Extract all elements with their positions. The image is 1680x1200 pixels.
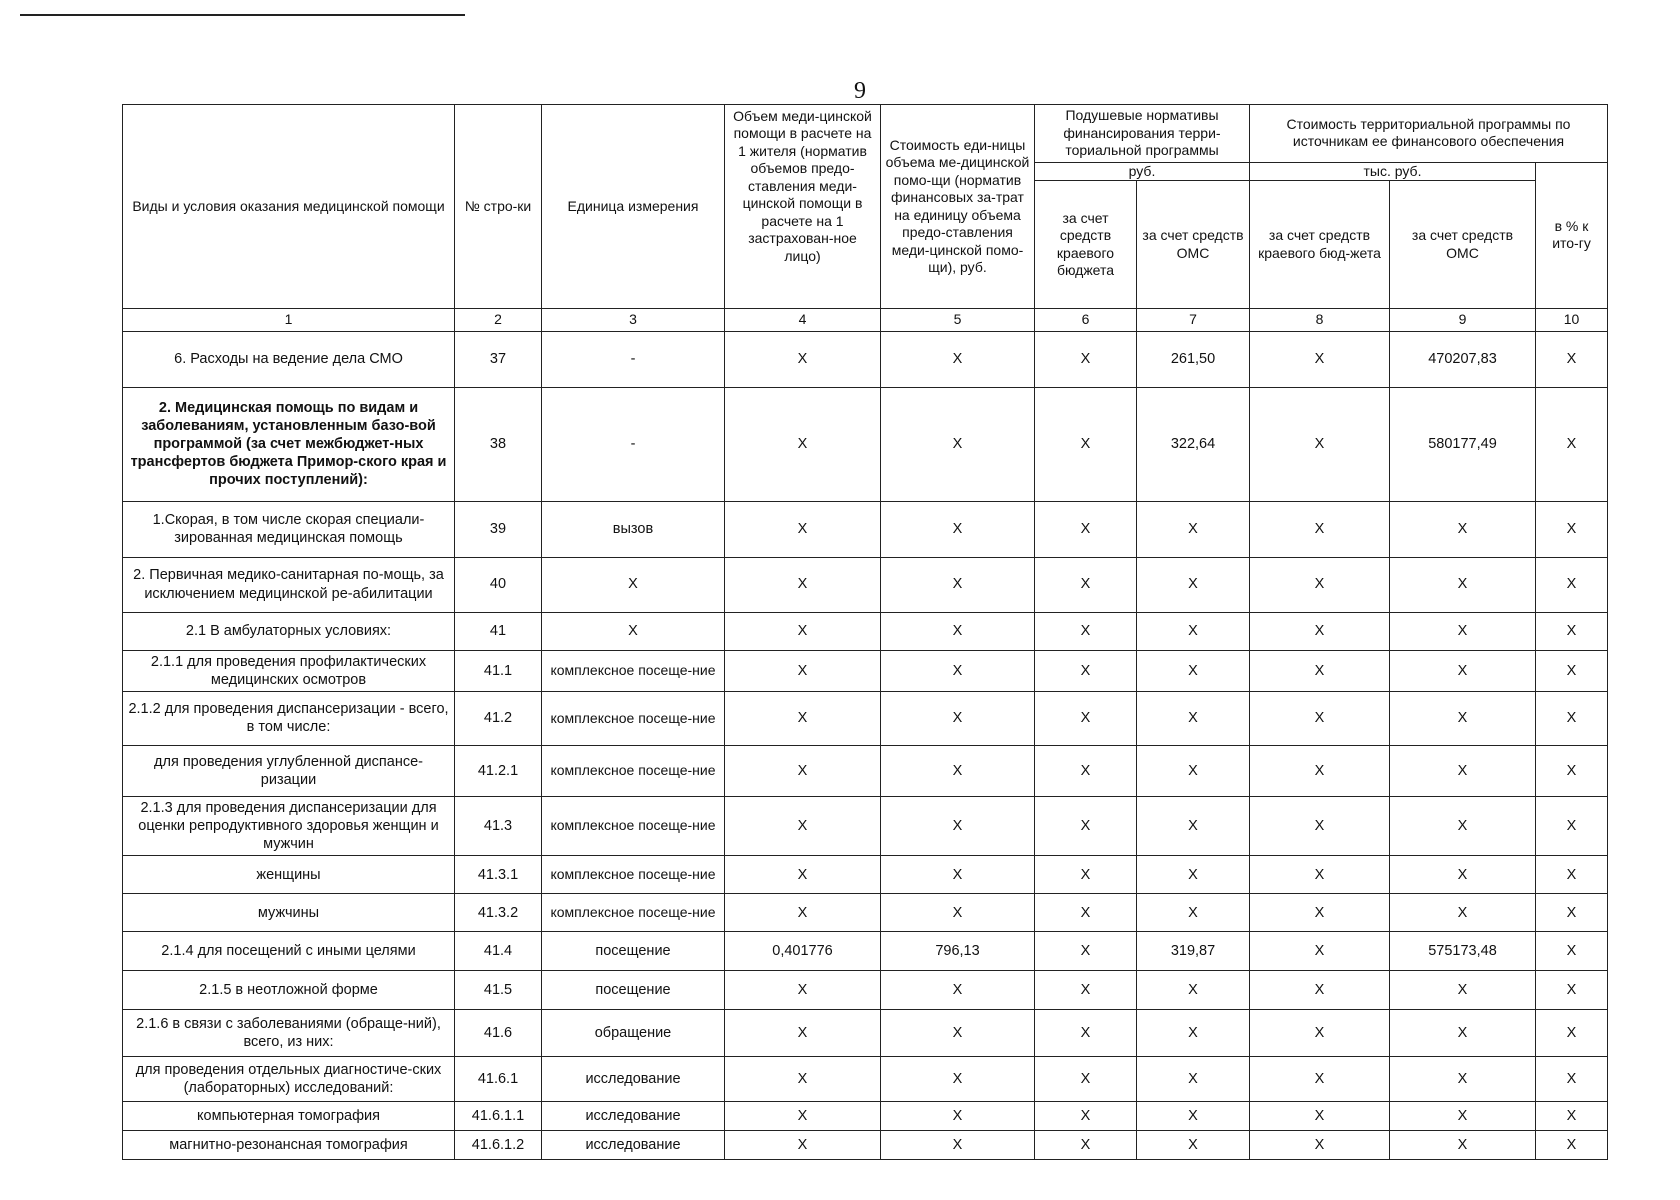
- row-line-number: 41.6.1.1: [455, 1102, 542, 1131]
- column-number: 8: [1250, 309, 1390, 332]
- table-row: [123, 557, 1608, 612]
- row-regional-budget-thousand: Х: [1250, 557, 1390, 612]
- column-number: 5: [881, 309, 1035, 332]
- row-unit: -: [542, 331, 725, 387]
- row-regional-budget-rub: Х: [1035, 557, 1137, 612]
- row-percent: Х: [1536, 650, 1608, 691]
- row-name: компьютерная томография: [123, 1102, 455, 1131]
- row-oms-rub: Х: [1137, 612, 1250, 650]
- row-volume: 0,401776: [725, 932, 881, 971]
- row-line-number: 41.4: [455, 932, 542, 971]
- row-line-number: 41.6.1: [455, 1057, 542, 1102]
- row-unit-cost: Х: [881, 971, 1035, 1010]
- row-oms-thousand: Х: [1390, 971, 1536, 1010]
- row-volume: Х: [725, 1131, 881, 1160]
- row-oms-rub: Х: [1137, 856, 1250, 894]
- row-name: для проведения углубленной диспансе-ризации: [123, 745, 455, 796]
- row-regional-budget-thousand: Х: [1250, 501, 1390, 557]
- row-volume: Х: [725, 650, 881, 691]
- row-line-number: 41: [455, 612, 542, 650]
- row-name: для проведения отдельных диагностиче-ских (лабораторных) исследований:: [123, 1057, 455, 1102]
- row-regional-budget-thousand: Х: [1250, 1131, 1390, 1160]
- row-regional-budget-thousand: Х: [1250, 856, 1390, 894]
- row-oms-rub: Х: [1137, 1057, 1250, 1102]
- row-name: 2.1.5 в неотложной форме: [123, 971, 455, 1010]
- table-row: [123, 387, 1608, 501]
- row-name: 2.1.6 в связи с заболеваниями (обраще-ний), всего, из них:: [123, 1010, 455, 1057]
- header-col-3: Единица измерения: [542, 105, 725, 309]
- row-regional-budget-thousand: Х: [1250, 932, 1390, 971]
- row-regional-budget-thousand: Х: [1250, 387, 1390, 501]
- row-line-number: 41.6.1.2: [455, 1131, 542, 1160]
- row-percent: Х: [1536, 557, 1608, 612]
- row-oms-rub: Х: [1137, 796, 1250, 855]
- row-regional-budget-thousand: Х: [1250, 612, 1390, 650]
- header-col-1: Виды и условия оказания медицинской помощи: [123, 105, 455, 309]
- row-name: 2. Первичная медико-санитарная по-мощь, за исключением медицинской ре-абилитации: [123, 557, 455, 612]
- row-name: женщины: [123, 856, 455, 894]
- row-percent: Х: [1536, 894, 1608, 932]
- row-oms-rub: Х: [1137, 894, 1250, 932]
- row-unit-cost: Х: [881, 501, 1035, 557]
- table-row: [123, 1131, 1608, 1160]
- row-regional-budget-thousand: Х: [1250, 1057, 1390, 1102]
- row-unit-cost: Х: [881, 387, 1035, 501]
- row-unit-cost: Х: [881, 1057, 1035, 1102]
- row-oms-thousand: Х: [1390, 501, 1536, 557]
- row-unit: комплексное посеще-ние: [542, 796, 725, 855]
- row-oms-thousand: Х: [1390, 1131, 1536, 1160]
- row-oms-rub: Х: [1137, 745, 1250, 796]
- row-oms-thousand: Х: [1390, 894, 1536, 932]
- row-unit: -: [542, 387, 725, 501]
- row-line-number: 38: [455, 387, 542, 501]
- row-oms-rub: Х: [1137, 1102, 1250, 1131]
- row-line-number: 39: [455, 501, 542, 557]
- financing-table: [122, 104, 1608, 1160]
- row-percent: Х: [1536, 856, 1608, 894]
- row-line-number: 41.2: [455, 691, 542, 745]
- row-volume: Х: [725, 501, 881, 557]
- row-regional-budget-thousand: Х: [1250, 796, 1390, 855]
- row-name: 2.1.3 для проведения диспансеризации для оценки репродуктивного здоровья женщин и мужчин: [123, 796, 455, 855]
- row-regional-budget-thousand: Х: [1250, 1010, 1390, 1057]
- page-number: 9: [854, 78, 866, 104]
- header-col-6: за счет средств краевого бюджета: [1035, 181, 1137, 309]
- row-name: 2.1.2 для проведения диспансеризации - всего, в том числе:: [123, 691, 455, 745]
- row-volume: Х: [725, 796, 881, 855]
- row-unit: вызов: [542, 501, 725, 557]
- column-number: 2: [455, 309, 542, 332]
- column-number: 9: [1390, 309, 1536, 332]
- row-oms-rub: Х: [1137, 557, 1250, 612]
- row-unit-cost: Х: [881, 557, 1035, 612]
- row-regional-budget-rub: Х: [1035, 650, 1137, 691]
- row-volume: Х: [725, 387, 881, 501]
- row-line-number: 41.3: [455, 796, 542, 855]
- row-regional-budget-rub: Х: [1035, 1131, 1137, 1160]
- row-oms-thousand: Х: [1390, 856, 1536, 894]
- row-name: 2.1.4 для посещений с иными целями: [123, 932, 455, 971]
- row-percent: Х: [1536, 745, 1608, 796]
- row-regional-budget-thousand: Х: [1250, 1102, 1390, 1131]
- row-oms-thousand: Х: [1390, 796, 1536, 855]
- header-col-5: Стоимость еди-ницы объема ме-дицинской помо-щи (норматив финансовых за-трат на единицу объема предо-ставления меди-цинской помо-щи), руб.: [881, 105, 1035, 309]
- row-name: 2.1 В амбулаторных условиях:: [123, 612, 455, 650]
- row-volume: Х: [725, 1102, 881, 1131]
- row-regional-budget-rub: Х: [1035, 745, 1137, 796]
- table-row: [123, 1010, 1608, 1057]
- row-unit-cost: Х: [881, 691, 1035, 745]
- row-volume: Х: [725, 971, 881, 1010]
- row-line-number: 41.6: [455, 1010, 542, 1057]
- header-col-4-text: Объем меди-цинской помощи в расчете на 1 жителя (норматив объемов предо-ставления меди-цинской помощи в расчете на 1 застрахован-ное лицо): [733, 107, 872, 264]
- row-percent: Х: [1536, 387, 1608, 501]
- table-row: [123, 1102, 1608, 1131]
- row-unit: комплексное посеще-ние: [542, 745, 725, 796]
- row-volume: Х: [725, 1010, 881, 1057]
- row-oms-rub: Х: [1137, 501, 1250, 557]
- row-regional-budget-rub: Х: [1035, 1102, 1137, 1131]
- row-oms-rub: 322,64: [1137, 387, 1250, 501]
- row-unit-cost: 796,13: [881, 932, 1035, 971]
- row-oms-rub: Х: [1137, 650, 1250, 691]
- column-number: 10: [1536, 309, 1608, 332]
- row-oms-rub: Х: [1137, 971, 1250, 1010]
- row-unit: исследование: [542, 1131, 725, 1160]
- header-col-7: за счет средств ОМС: [1137, 181, 1250, 309]
- row-regional-budget-thousand: Х: [1250, 894, 1390, 932]
- column-number: 4: [725, 309, 881, 332]
- table-row: [123, 650, 1608, 691]
- table-row: [123, 331, 1608, 387]
- table-row: [123, 932, 1608, 971]
- row-unit-cost: Х: [881, 745, 1035, 796]
- column-number: 1: [123, 309, 455, 332]
- table-row: [123, 501, 1608, 557]
- row-unit-cost: Х: [881, 856, 1035, 894]
- row-unit: комплексное посеще-ние: [542, 650, 725, 691]
- header-col-4: [725, 105, 881, 309]
- row-unit-cost: Х: [881, 650, 1035, 691]
- row-unit: комплексное посеще-ние: [542, 691, 725, 745]
- header-col-8: за счет средств краевого бюд-жета: [1250, 181, 1390, 309]
- table-row: [123, 856, 1608, 894]
- row-line-number: 41.3.1: [455, 856, 542, 894]
- row-oms-thousand: Х: [1390, 745, 1536, 796]
- row-percent: Х: [1536, 796, 1608, 855]
- row-regional-budget-rub: Х: [1035, 501, 1137, 557]
- row-unit: исследование: [542, 1102, 725, 1131]
- row-oms-thousand: Х: [1390, 1010, 1536, 1057]
- table-row: [123, 796, 1608, 855]
- table-row: [123, 971, 1608, 1010]
- row-oms-thousand: Х: [1390, 650, 1536, 691]
- row-volume: Х: [725, 557, 881, 612]
- row-regional-budget-rub: Х: [1035, 1057, 1137, 1102]
- row-unit-cost: Х: [881, 796, 1035, 855]
- row-unit: Х: [542, 557, 725, 612]
- row-unit: комплексное посеще-ние: [542, 894, 725, 932]
- row-name: 1.Скорая, в том числе скорая специали-зированная медицинская помощь: [123, 501, 455, 557]
- row-volume: Х: [725, 1057, 881, 1102]
- row-unit: исследование: [542, 1057, 725, 1102]
- row-unit-cost: Х: [881, 1131, 1035, 1160]
- column-number: 3: [542, 309, 725, 332]
- row-oms-rub: 261,50: [1137, 331, 1250, 387]
- row-percent: Х: [1536, 932, 1608, 971]
- row-regional-budget-thousand: Х: [1250, 650, 1390, 691]
- row-oms-rub: Х: [1137, 1010, 1250, 1057]
- row-unit-cost: Х: [881, 331, 1035, 387]
- table-row: [123, 894, 1608, 932]
- row-volume: Х: [725, 745, 881, 796]
- table-row: [123, 1057, 1608, 1102]
- header-group-norms: Подушевые нормативы финансирования терри-ториальной программы: [1035, 105, 1250, 163]
- table-row: [123, 745, 1608, 796]
- column-number: 7: [1137, 309, 1250, 332]
- row-oms-thousand: 470207,83: [1390, 331, 1536, 387]
- row-oms-rub: 319,87: [1137, 932, 1250, 971]
- table-row: [123, 691, 1608, 745]
- row-regional-budget-thousand: Х: [1250, 691, 1390, 745]
- row-unit-cost: Х: [881, 612, 1035, 650]
- row-unit-cost: Х: [881, 894, 1035, 932]
- row-regional-budget-rub: Х: [1035, 932, 1137, 971]
- row-regional-budget-rub: Х: [1035, 331, 1137, 387]
- row-oms-thousand: 580177,49: [1390, 387, 1536, 501]
- row-regional-budget-rub: Х: [1035, 856, 1137, 894]
- row-oms-thousand: 575173,48: [1390, 932, 1536, 971]
- top-rule: [20, 14, 465, 16]
- row-name: магнитно-резонансная томография: [123, 1131, 455, 1160]
- row-name: 2.1.1 для проведения профилактических медицинских осмотров: [123, 650, 455, 691]
- row-oms-thousand: Х: [1390, 557, 1536, 612]
- row-volume: Х: [725, 331, 881, 387]
- header-col-10: в % к ито-гу: [1536, 162, 1608, 309]
- row-oms-rub: Х: [1137, 1131, 1250, 1160]
- header-unit-thousand-rub: тыс. руб.: [1250, 162, 1536, 181]
- row-volume: Х: [725, 856, 881, 894]
- row-percent: Х: [1536, 971, 1608, 1010]
- header-col-9: за счет средств ОМС: [1390, 181, 1536, 309]
- header-unit-rub: руб.: [1035, 162, 1250, 181]
- row-line-number: 37: [455, 331, 542, 387]
- row-unit: посещение: [542, 932, 725, 971]
- row-unit: посещение: [542, 971, 725, 1010]
- row-percent: Х: [1536, 331, 1608, 387]
- row-line-number: 41.2.1: [455, 745, 542, 796]
- row-unit: обращение: [542, 1010, 725, 1057]
- row-regional-budget-thousand: Х: [1250, 971, 1390, 1010]
- row-oms-thousand: Х: [1390, 691, 1536, 745]
- row-percent: Х: [1536, 691, 1608, 745]
- row-percent: Х: [1536, 1131, 1608, 1160]
- row-name: 2. Медицинская помощь по видам и заболеваниям, установленным базо-вой программой (за счет межбюджет-ных трансфертов бюджета Примор-ского края и прочих поступлений):: [123, 387, 455, 501]
- row-oms-rub: Х: [1137, 691, 1250, 745]
- row-name: 6. Расходы на ведение дела СМО: [123, 331, 455, 387]
- row-regional-budget-rub: Х: [1035, 387, 1137, 501]
- row-volume: Х: [725, 691, 881, 745]
- row-percent: Х: [1536, 1057, 1608, 1102]
- header-col-2: № стро-ки: [455, 105, 542, 309]
- row-regional-budget-rub: Х: [1035, 894, 1137, 932]
- row-oms-thousand: Х: [1390, 1057, 1536, 1102]
- row-percent: Х: [1536, 612, 1608, 650]
- row-percent: Х: [1536, 1010, 1608, 1057]
- row-line-number: 41.3.2: [455, 894, 542, 932]
- row-unit: комплексное посеще-ние: [542, 856, 725, 894]
- row-unit-cost: Х: [881, 1010, 1035, 1057]
- row-volume: Х: [725, 894, 881, 932]
- row-regional-budget-rub: Х: [1035, 796, 1137, 855]
- row-line-number: 41.5: [455, 971, 542, 1010]
- row-unit: Х: [542, 612, 725, 650]
- row-oms-thousand: Х: [1390, 612, 1536, 650]
- row-percent: Х: [1536, 1102, 1608, 1131]
- row-regional-budget-thousand: Х: [1250, 331, 1390, 387]
- row-regional-budget-rub: Х: [1035, 691, 1137, 745]
- row-percent: Х: [1536, 501, 1608, 557]
- header-group-cost: Стоимость территориальной программы по источникам ее финансового обеспечения: [1250, 105, 1608, 163]
- row-regional-budget-rub: Х: [1035, 612, 1137, 650]
- column-number: 6: [1035, 309, 1137, 332]
- row-oms-thousand: Х: [1390, 1102, 1536, 1131]
- row-name: мужчины: [123, 894, 455, 932]
- row-line-number: 41.1: [455, 650, 542, 691]
- row-unit-cost: Х: [881, 1102, 1035, 1131]
- table-row: [123, 612, 1608, 650]
- row-regional-budget-rub: Х: [1035, 971, 1137, 1010]
- row-regional-budget-rub: Х: [1035, 1010, 1137, 1057]
- row-line-number: 40: [455, 557, 542, 612]
- row-volume: Х: [725, 612, 881, 650]
- row-regional-budget-thousand: Х: [1250, 745, 1390, 796]
